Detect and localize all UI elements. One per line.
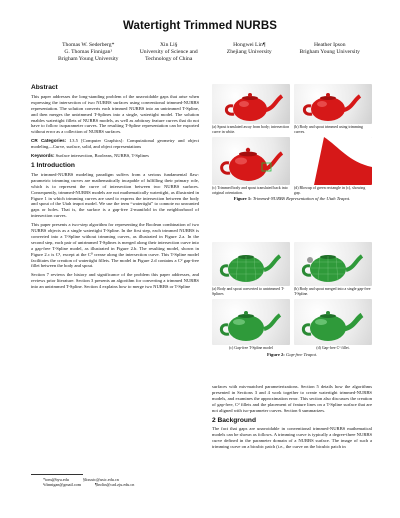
figure-2b-caption: (b) Body and spout merged into a single gap-free T-Spline.: [294, 287, 371, 296]
figure-2c-image: [212, 299, 290, 345]
section-1-continuation: surfaces with mis-matched parameterizations. Section 5 details how the algorithms presented in Sections 3 and 4 work together to create watertight trimmed-NURBS models, and examines the approximation error. This section also discusses the creation of gap-free, C² fillets and the placement of feature lines on a T-Spline surface that are not aligned with iso-parameter curves. Section 6 summarizes.: [212, 384, 372, 413]
cr-text: I.3.5 [Computer Graphics]: Computational geometry and object modeling—Curve, surface, solid, and object representations: [31, 138, 199, 150]
figure-1b-image: [294, 84, 372, 124]
keywords-label: Keywords:: [31, 153, 55, 159]
figure-2d-image: [294, 299, 372, 345]
paper-title: Watertight Trimmed NURBS: [122, 20, 278, 32]
teapot-green-fillet-icon: [294, 299, 372, 345]
cr-categories: [31, 138, 199, 150]
teapot-red-icon: [212, 84, 290, 124]
teapot-red-trimmed-icon: [294, 84, 372, 124]
teapot-green-merged-icon: [294, 242, 372, 286]
author-4: Heather Ipson Brigham Young University: [299, 42, 360, 56]
intro-paragraph-1: The trimmed-NURBS modeling paradigm suffers from a serious fundamental flaw: parametric trimming curves are mathematically incapable of fulfilling their primary role, which is to represent the curve of intersection between two NURBS surfaces. Consequently, trimmed-NURBS models are not mathematically watertight, as illustrated in Figure 1 in which trimming curves are used to express the intersection between the body and spout of the Utah teapot model. We use the term “watertight” to connote no unwanted gaps or holes. That is, the surface is a gap-free 2-manifold in the neighborhood of intersection curves.: [31, 171, 199, 219]
figure-1d-caption: (d) Blowup of green rectangle in (c), showing gap.: [294, 186, 366, 195]
figure-1a-image: [212, 84, 290, 124]
teapot-green-model-icon: [212, 299, 290, 345]
footnote-row-1: *tom@byu.edu §lixustc@ustc.edu.cn: [43, 477, 119, 482]
figure-1c-image: [212, 137, 290, 185]
keywords: [31, 153, 199, 159]
footnote-rule: [31, 474, 83, 475]
figure-2: [212, 242, 372, 357]
figure-2a-image: [212, 242, 290, 286]
footnotes: [31, 474, 199, 487]
abstract-text: This paper addresses the long-standing problem of the unavoidable gaps that arise when expressing the intersection of two NURBS surfaces using conventional trimmed-NURBS representation. The solution converts each trimmed NURBS into an untrimmed T-Spline, and then merges the untrimmed T-Splines into a single, watertight model. The solution enables watertight fillets of NURBS models, as well as arbitrary feature curves that do not have to follow isoparameter curves. The resulting T-Spline representation can be exported without error as a collection of NURBS surfaces.: [31, 93, 199, 135]
keywords-text: Surface intersection, Booleans, NURBS, T-Splines: [55, 153, 149, 159]
intro-paragraph-3: Section 7 reviews the history and significance of the problem this paper addresses, and reviews prior literature. Section 3 presents an algorithm for converting a trimmed NURBS into an untrimmed T-Spline. Section 4 explains how to merge two NURBS or T-Spline: [31, 272, 199, 290]
figure-2b-image: [294, 242, 372, 286]
figure-1c-caption: (c) Trimmed body and spout translated back into original orientation.: [212, 186, 288, 195]
footnote-row-2: ¹tfinnigan@gmail.com ¶hwlin@cad.zju.edu.cn: [43, 482, 135, 487]
teapot-red-assembled-icon: [212, 137, 290, 185]
background-heading: 2 Background: [212, 416, 256, 424]
figure-1d-image: [294, 137, 372, 185]
teapot-green-mesh-icon: [212, 242, 290, 286]
right-column-text: [212, 384, 372, 453]
left-column: [31, 85, 199, 293]
figure-2-title: Figure 2: Gap-free Teapot.: [266, 351, 318, 357]
author-block: [48, 42, 370, 64]
abstract-heading: Abstract: [31, 84, 58, 91]
author-3: Hongwei Lin¶ Zhejiang University: [226, 42, 272, 56]
figure-2a-caption: (a) Body and spout converted to untrimmed T-Splines: [212, 287, 285, 296]
figure-1-title: Figure 1: Trimmed-NURBS Representation of the Utah Teapot.: [233, 196, 351, 202]
intro-paragraph-2: This paper presents a two-step algorithm for representing the Boolean combination of two NURBS objects as a single watertight T-Spline. In the first step, each trimmed NURBS is converted into a T-Spline without trimming curves, as illustrated in Figure 2.a. In the second step, each pair of untrimmed T-Splines is merged along their intersection curve into a gap-free T-Spline model, as illustrated in Figure 2.b. The resulting model, shown in Figure 2.c is C², except at the C⁰ crease along the intersection curve. This T-Spline model facilitates the creation of watertight fillets. The model in Figure 2.d contains a C² gap-free fillet between the body and spout.: [31, 222, 199, 269]
background-paragraph: The fact that gaps are unavoidable in conventional trimmed-NURBS mathematical models can be shown as follows. A trimming curve is typically a degree-three NURBS curve defined in the parameter domain of a NURBS surface. The image of such a trimming curve on a bicubic patch (i.e., the curve on the bicubic patch in: [212, 426, 372, 450]
figure-1a-caption: (a) Spout translated away from body; intersection curve in white.: [212, 125, 290, 134]
figure-1: [212, 84, 372, 202]
gap-blowup-icon: [294, 137, 372, 185]
cr-label: CR Categories:: [31, 138, 67, 144]
intro-heading: 1 Introduction: [31, 161, 75, 169]
figure-2d-caption: (d) Gap-free C² fillet.: [316, 346, 350, 351]
author-1: Thomas W. Sederberg* G. Thomas Finnigan¹ Brigham Young University: [58, 42, 119, 63]
author-2: Xin Li§ University of Science and Technology of China: [139, 42, 198, 63]
figure-1b-caption: (b) Body and spout trimmed using trimming curves.: [294, 125, 363, 134]
figure-2c-caption: (c) Gap-free T-Spline model: [229, 346, 273, 351]
